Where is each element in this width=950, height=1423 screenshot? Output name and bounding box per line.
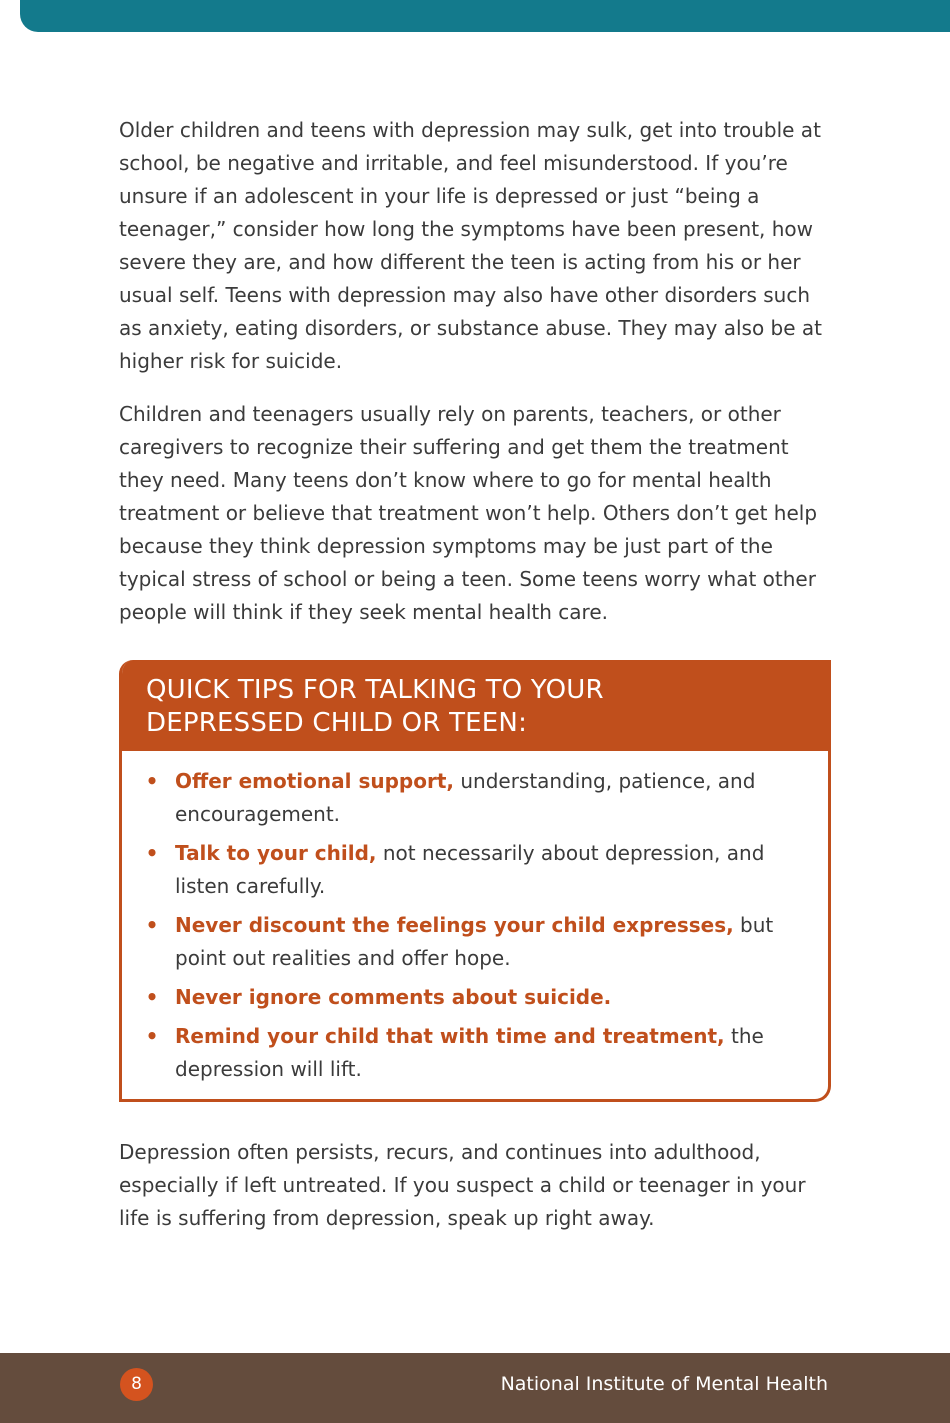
bullet-icon: • <box>145 841 159 865</box>
quick-tips-title <box>122 660 828 751</box>
tip-text: understanding, patience, and encouragement. <box>175 769 756 826</box>
caregivers-paragraph: Children and teenagers usually rely on parents, teachers, or other caregivers to recognize their suffering and get them the treatment they need. Many teens don’t know where to go for mental health treatment or believe that treatment won’t help. Others don’t get help because they think depression symptoms may be just part of the typical stress of school or being a teen. Some teens worry what other people will think if they seek mental health care. <box>119 402 818 624</box>
tip-emphasis: Never ignore comments about suicide. <box>175 985 612 1009</box>
tip-emphasis: Talk to your child, <box>175 841 377 865</box>
page-number-badge: 8 <box>120 1368 153 1401</box>
quick-tips-box <box>119 660 831 1102</box>
tip-emphasis: Offer emotional support, <box>175 769 454 793</box>
tip-text: not necessarily about depression, and listen carefully. <box>175 841 765 898</box>
footer-bar <box>0 1353 950 1423</box>
bullet-icon: • <box>145 1024 159 1048</box>
publisher-name: National Institute of Mental Health <box>500 1373 828 1395</box>
bullet-icon: • <box>145 985 159 1009</box>
bullet-icon: • <box>145 769 159 793</box>
quick-tips-title-line-1: QUICK TIPS FOR TALKING TO YOUR <box>146 675 604 705</box>
tip-emphasis: Remind your child that with time and treatment, <box>175 1024 725 1048</box>
intro-paragraph: Older children and teens with depression may sulk, get into trouble at school, be negative and irritable, and feel misunderstood. If you’re unsure if an adolescent in your life is depressed or just “being a teenager,” consider how long the symptoms have been present, how severe they are, and how different the teen is acting from his or her usual self. Teens with depression may also have other disorders such as anxiety, eating disorders, or substance abuse. They may also be at higher risk for suicide. <box>119 118 823 373</box>
tip-item <box>142 837 808 903</box>
bullet-icon: • <box>145 913 159 937</box>
quick-tips-list <box>122 751 828 1099</box>
closing-paragraph: Depression often persists, recurs, and continues into adulthood, especially if left untreated. If you suspect a child or teenager in your life is suffering from depression, speak up right away. <box>119 1140 806 1230</box>
tip-item <box>142 1020 808 1086</box>
top-band <box>20 0 950 32</box>
tip-item <box>142 909 808 975</box>
tip-emphasis: Never discount the feelings your child expresses, <box>175 913 734 937</box>
tip-text: but point out realities and offer hope. <box>175 913 774 970</box>
main-content <box>119 114 831 1235</box>
tip-item <box>142 981 808 1014</box>
quick-tips-title-line-2: DEPRESSED CHILD OR TEEN: <box>146 708 528 738</box>
tip-text: the depression will lift. <box>175 1024 764 1081</box>
tip-item <box>142 765 808 831</box>
